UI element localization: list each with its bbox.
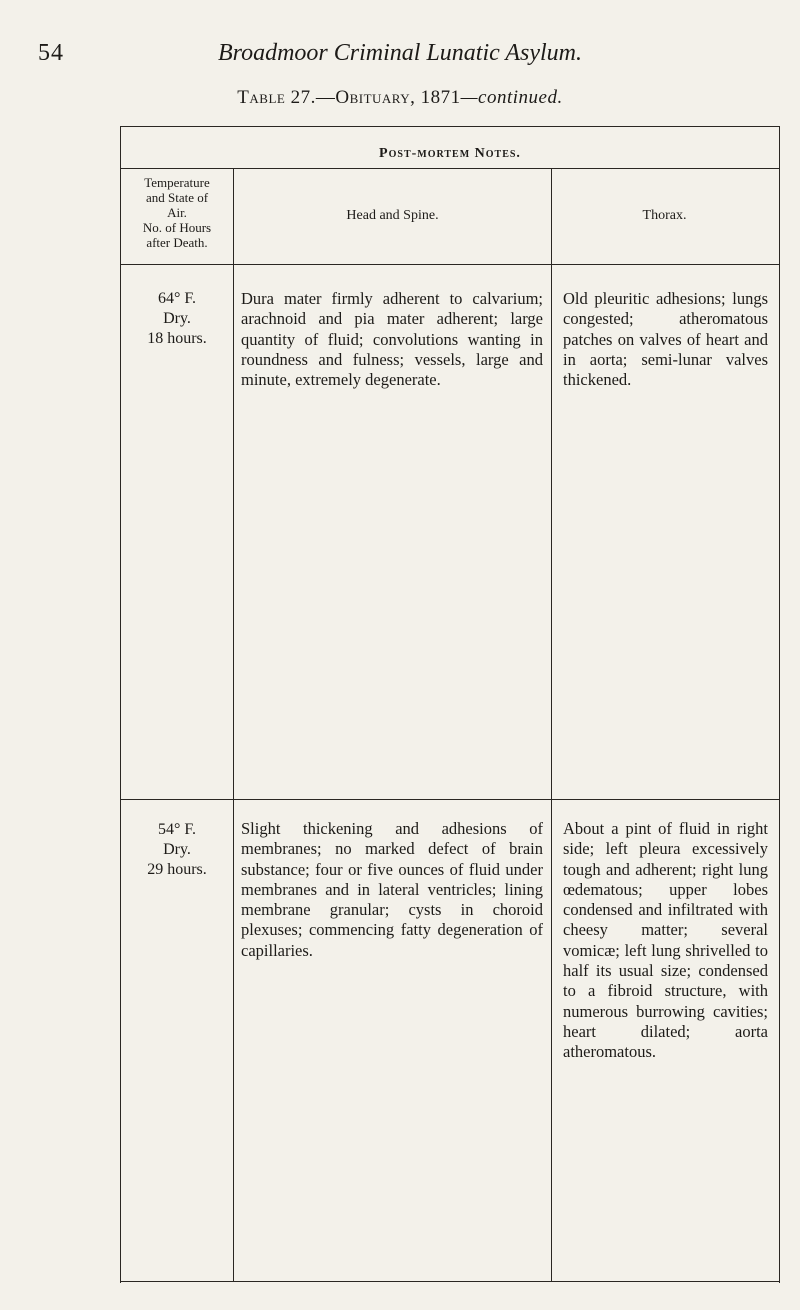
- header-line: Air.: [167, 205, 187, 220]
- row-1-thorax: Old pleuritic adhesions; lungs congested; atheromatous patches on valves of heart and in aorta; semi-lunar valves thickened.: [563, 289, 768, 390]
- column-header-temperature: [121, 175, 233, 250]
- rule-below-title: [121, 168, 779, 169]
- rule-below-header: [121, 264, 779, 265]
- rule-between-rows: [121, 799, 779, 800]
- row-2-head-spine: Slight thickening and adhesions of membranes; no marked defect of brain substance; four or five ounces of fluid under membranes and in lateral ventricles; lining membrane granular; cysts in choroid plexuses; commencing fatty degeneration of capillaries.: [241, 819, 543, 960]
- caption-continued: —continued.: [460, 87, 563, 108]
- row-2-temperature: 54° F.: [157, 821, 196, 838]
- page-header: [0, 40, 800, 74]
- table-caption: [0, 87, 800, 109]
- obituary-table: [120, 126, 780, 1283]
- table-label: Table 27.: [237, 87, 316, 108]
- header-line: No. of Hours: [142, 220, 212, 235]
- page-number: 54: [38, 40, 64, 66]
- row-1-temperature: 64° F.: [157, 290, 196, 307]
- row-1-head-spine: Dura mater firmly adherent to calvarium; arachnoid and pia mater adherent; large quantity of fluid; convolutions wanting in roundness and fulness; vessels, large and minute, extremely degenerate.: [241, 289, 543, 390]
- rule-bottom: [121, 1281, 779, 1282]
- row-2-air: Dry.: [163, 841, 191, 858]
- row-1-hours: 18 hours.: [147, 330, 207, 347]
- caption-dash: —: [315, 87, 336, 108]
- row-2-conditions: [121, 820, 233, 880]
- running-title: Broadmoor Criminal Lunatic Asylum.: [217, 40, 583, 66]
- column-divider-2: [551, 168, 552, 1282]
- column-header-thorax: Thorax.: [642, 208, 687, 223]
- row-2-hours: 29 hours.: [147, 861, 207, 878]
- column-header-head-spine: Head and Spine.: [346, 208, 439, 223]
- column-divider-1: [233, 168, 234, 1282]
- row-1-conditions: [121, 289, 233, 349]
- section-title: Post-mortem Notes.: [379, 146, 521, 161]
- caption-section: Obituary, 1871: [335, 87, 461, 108]
- row-1-air: Dry.: [163, 310, 191, 327]
- header-line: Temperature: [144, 175, 210, 190]
- header-line: after Death.: [146, 235, 208, 250]
- row-2-thorax: About a pint of fluid in right side; left pleura excessively tough and adherent; right lung œdematous; upper lobes condensed and infiltrated with cheesy matter; several vomicæ; left lung shrivelled to half its usual size; condensed to a fibroid structure, with numerous burrowing cavities; heart dilated; aorta atheromatous.: [563, 819, 768, 1062]
- header-line: and State of: [145, 190, 209, 205]
